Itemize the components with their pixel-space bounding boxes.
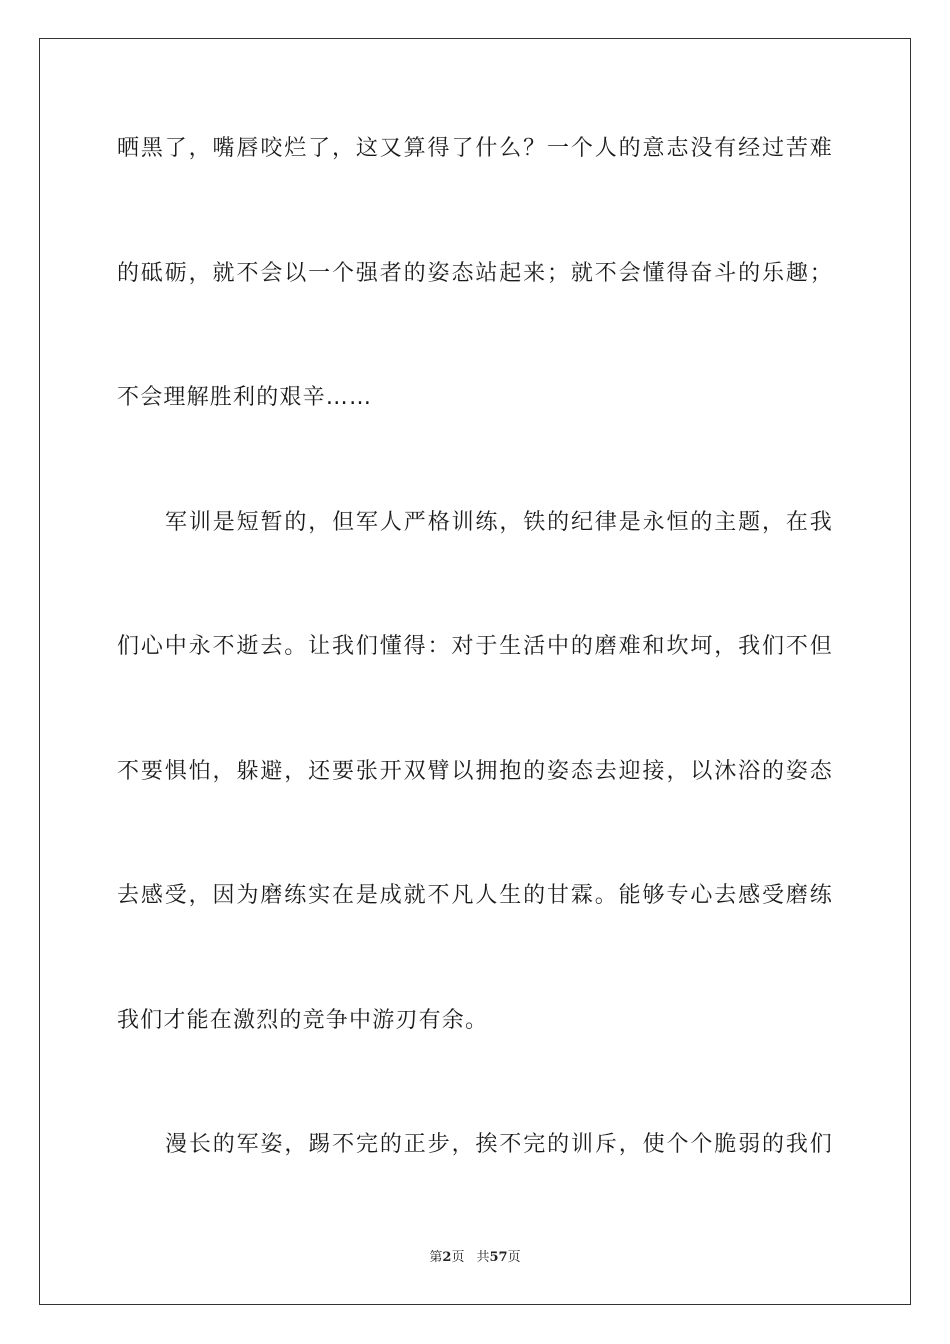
page-number: 2	[442, 1250, 452, 1265]
text-line-8: 我们才能在激烈的竞争中游刃有余。	[117, 1008, 489, 1033]
total-suffix: 页	[507, 1250, 521, 1265]
text-line-3: 不会理解胜利的艰辛……	[117, 385, 373, 410]
text-line-5: 们心中永不逝去。让我们懂得：对于生活中的磨难和坎坷，我们不但	[117, 634, 833, 659]
page-border	[39, 38, 911, 1305]
page-footer	[0, 1246, 950, 1265]
text-line-6: 不要惧怕，躲避，还要张开双臂以拥抱的姿态去迎接，以沐浴的姿态	[117, 759, 833, 784]
text-line-2: 的砥砺，就不会以一个强者的姿态站起来；就不会懂得奋斗的乐趣；	[117, 261, 833, 286]
page-suffix: 页	[451, 1250, 465, 1265]
paragraph-start-line-4: 军训是短暂的，但军人严格训练，铁的纪律是永恒的主题，在我	[165, 510, 833, 535]
text-line-1: 晒黑了，嘴唇咬烂了，这又算得了什么？一个人的意志没有经过苦难	[117, 136, 833, 161]
total-prefix: 共	[476, 1250, 490, 1265]
total-pages: 57	[489, 1250, 508, 1265]
page-prefix: 第	[429, 1250, 443, 1265]
paragraph-start-line-9: 漫长的军姿，踢不完的正步，挨不完的训斥，使个个脆弱的我们	[165, 1132, 833, 1157]
text-line-7: 去感受，因为磨练实在是成就不凡人生的甘霖。能够专心去感受磨练	[117, 883, 833, 908]
